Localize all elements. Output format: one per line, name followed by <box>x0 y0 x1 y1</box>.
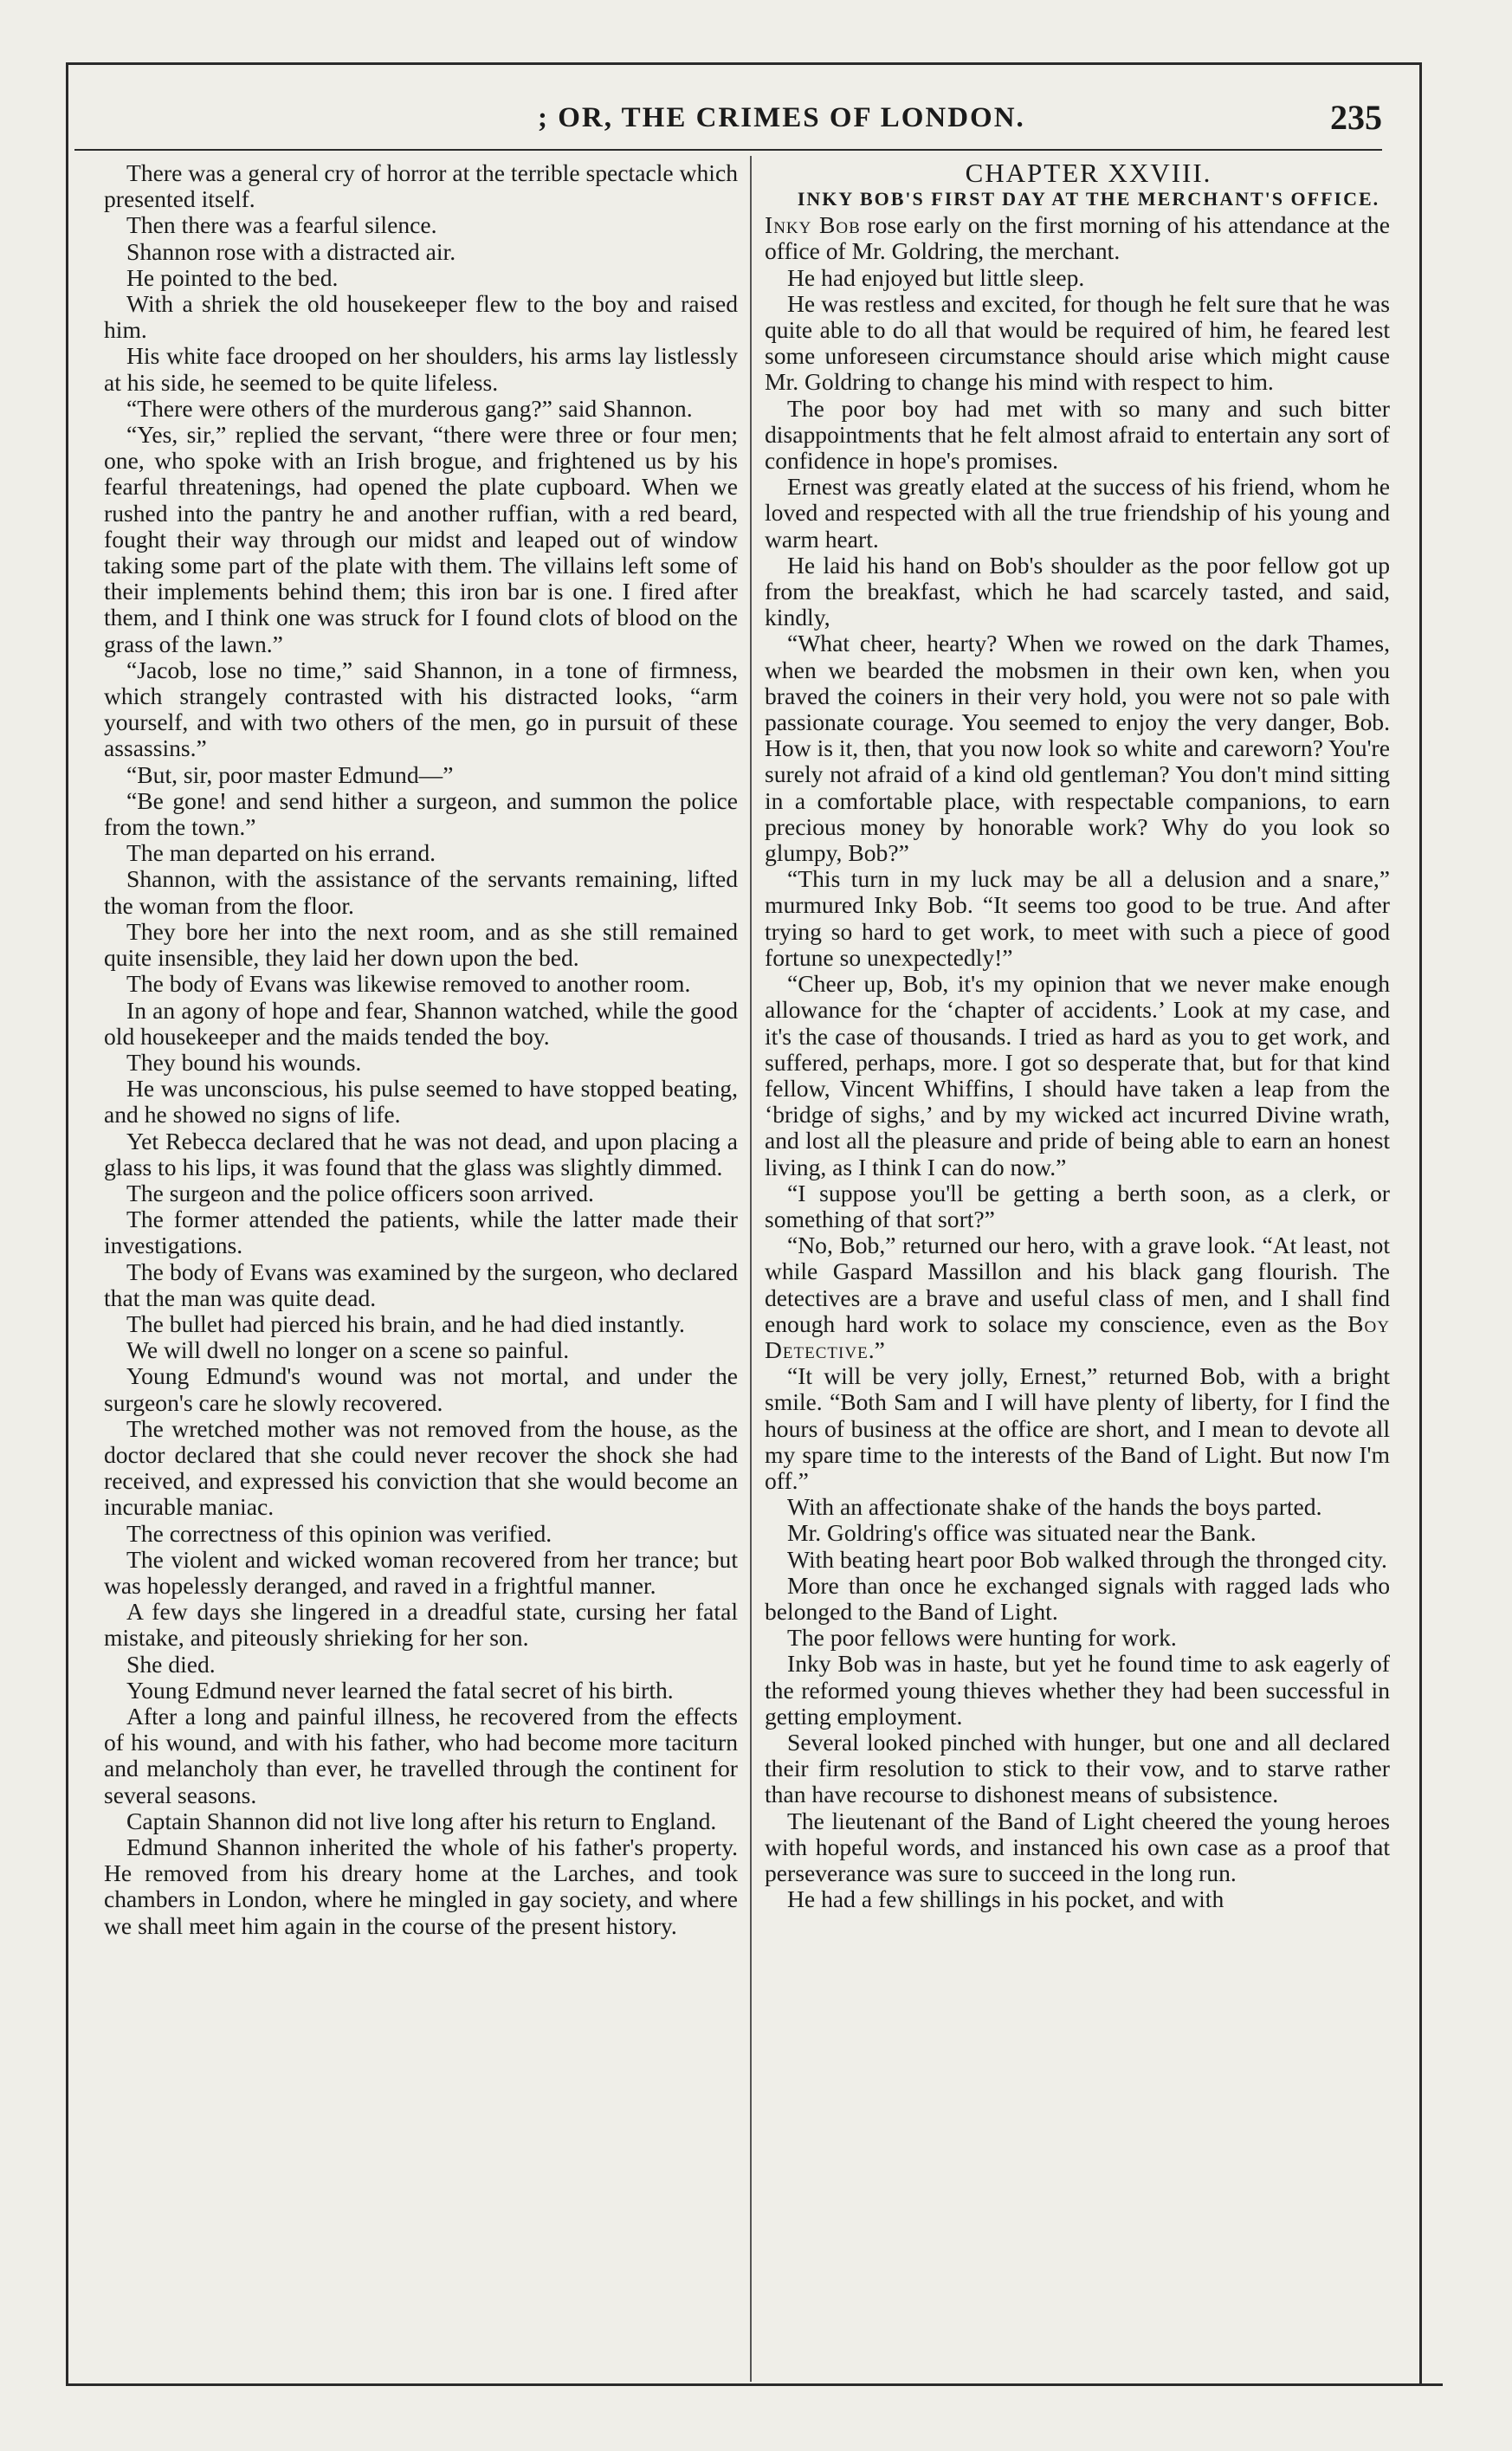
paragraph: His white face drooped on her shoulders, his arms lay listlessly at his side, he seemed to be quite lifeless. <box>104 342 738 396</box>
page-header <box>74 97 1382 151</box>
paragraph: He had enjoyed but little sleep. <box>787 263 1085 291</box>
paragraph: The body of Evans was likewise removed to another room. <box>126 970 691 998</box>
page-number: 235 <box>1330 98 1382 137</box>
paragraph: There was a general cry of horror at the terrible spectacle which presented itself. <box>104 159 738 213</box>
paragraph: We will dwell no longer on a scene so painful. <box>126 1336 570 1364</box>
paragraph: In an agony of hope and fear, Shannon watched, while the good old housekeeper and the maids tended the boy. <box>104 996 738 1050</box>
paragraph: The correctness of this opinion was verified. <box>126 1519 552 1547</box>
paragraph: Mr. Goldring's office was situated near the Bank. <box>787 1519 1257 1547</box>
paragraph: More than once he exchanged signals with ragged lads who belonged to the Band of Light. <box>765 1571 1390 1625</box>
paragraph: With an affectionate shake of the hands the boys parted. <box>787 1493 1322 1521</box>
paragraph-hero-end: .” <box>868 1335 885 1363</box>
opening-text: rose early on the first morning of his attendance at the office of Mr. Goldring, the merchant. <box>765 211 1390 265</box>
paragraph: “Jacob, lose no time,” said Shannon, in a tone of firmness, which strangely contrasted with his distracted looks, “arm yourself, and with two others of the men, go in pursuit of these assassins.” <box>104 656 738 762</box>
paragraph: “It will be very jolly, Ernest,” returned Bob, with a bright smile. “Both Sam and I will have plenty of liberty, for I find the hours of business at the office are short, and I mean to devote all my spare time to the interests of the Band of Light. But now I'm off.” <box>765 1362 1390 1494</box>
chapter-opening-paragraph <box>765 212 1390 264</box>
paragraph: Edmund Shannon inherited the whole of his father's property. He removed from his dreary home at the Larches, and took chambers in London, where he mingled in gay society, and where we shall meet him again in the course of the present history. <box>104 1833 738 1939</box>
boy-detective-title: Boy Detective <box>765 1310 1390 1363</box>
paragraph: The body of Evans was examined by the surgeon, who declared that the man was quite dead. <box>104 1258 738 1311</box>
right-column <box>765 160 1390 1912</box>
paragraph-hero-start: “No, Bob,” returned our hero, with a grave look. “At least, not while Gaspard Massillon and his black gang flourish. The detectives are a brave and useful class of men, and I shall find enough hard work to solace my conscience, even as the <box>765 1232 1390 1337</box>
paragraph: He pointed to the bed. <box>126 263 339 291</box>
paragraph: Shannon rose with a distracted air. <box>126 237 456 265</box>
left-column <box>104 160 738 1939</box>
paragraph: The poor fellows were hunting for work. <box>787 1624 1177 1652</box>
paragraph: He laid his hand on Bob's shoulder as the poor fellow got up from the breakfast, which he had scarcely tasted, and said, kindly, <box>765 551 1390 631</box>
paragraph: “Be gone! and send hither a surgeon, and summon the police from the town.” <box>104 786 738 841</box>
paragraph: They bore her into the next room, and as she still remained quite insensible, they laid her down upon the bed. <box>104 917 738 972</box>
paragraph: “Yes, sir,” replied the servant, “there were three or four men; one, who spoke with an Irish brogue, and frightened us by his fearful threatenings, had opened the plate cupboard. When we rushed into the pantry he and another ruffian, with a red beard, fought their way through our midst and leaped out of window taking some part of the plate with them. The villains left some of their implements behind them; this iron bar is one. I fired after them, and I think one was struck for I found clots of blood on the grass of the lawn.” <box>104 421 738 657</box>
paragraph: The man departed on his errand. <box>126 839 436 867</box>
paragraph: “There were others of the murderous gang?” said Shannon. <box>126 394 693 422</box>
paragraph: Ernest was greatly elated at the success of his friend, whom he loved and respected with all the true friendship of his young and warm heart. <box>765 473 1390 553</box>
paragraph: “Cheer up, Bob, it's my opinion that we never make enough allowance for the ‘chapter of accidents.’ Look at my case, and it's the case of thousands. I tried as hard as you to get work, and suffered, perhaps, more. I got so desperate that, but for that kind fellow, Vincent Whiffins, I should have taken a leap from the ‘bridge of sighs,’ and by my wicked act incurred Divine wrath, and lost all the pleasure and pride of being able to earn an honest living, as I think I can do now.” <box>765 970 1390 1180</box>
paragraph: The former attended the patients, while the latter made their investigations. <box>104 1206 738 1259</box>
paragraph: Then there was a fearful silence. <box>126 211 437 239</box>
right-paragraphs-a <box>765 265 1390 1233</box>
chapter-title: CHAPTER XXVIII. <box>965 158 1212 188</box>
paragraph: The violent and wicked woman recovered from her trance; but was hopelessly deranged, and raved in a frightful manner. <box>104 1545 738 1599</box>
paragraph-hero <box>765 1232 1390 1363</box>
chapter-subtitle: INKY BOB'S FIRST DAY AT THE MERCHANT'S OFFICE. <box>797 188 1380 210</box>
column-divider <box>750 156 752 2382</box>
paragraph: Captain Shannon did not live long after his return to England. <box>126 1807 717 1834</box>
paragraph: “I suppose you'll be getting a berth soon, as a clerk, or something of that sort?” <box>765 1179 1390 1232</box>
paragraph: “This turn in my luck may be all a delusion and a snare,” murmured Inky Bob. “It seems too good to be true. And after trying so hard to get work, to meet with such a piece of good fortune so unexpectedly!” <box>765 865 1390 971</box>
paragraph: “But, sir, poor master Edmund—” <box>126 760 454 788</box>
paragraph: Shannon, with the assistance of the servants remaining, lifted the woman from the floor. <box>104 865 738 919</box>
paragraph: With a shriek the old housekeeper flew to the boy and raised him. <box>104 290 738 344</box>
paragraph: Yet Rebecca declared that he was not dead, and upon placing a glass to his lips, it was found that the glass was slightly dimmed. <box>104 1127 738 1180</box>
paragraph: The surgeon and the police officers soon arrived. <box>126 1179 594 1206</box>
paragraph: He was restless and excited, for though he felt sure that he was quite able to do all that would be required of him, he feared lest some unforeseen circumstance should arise which might cause Mr. Goldring to change his mind with respect to him. <box>765 289 1390 396</box>
paragraph: The wretched mother was not removed from the house, as the doctor declared that she could never recover the shock she had received, and expressed his conviction that she would become an incurable maniac. <box>104 1414 738 1521</box>
paragraph: Young Edmund never learned the fatal secret of his birth. <box>126 1676 674 1704</box>
paragraph: The lieutenant of the Band of Light cheered the young heroes with hopeful words, and instanced his own case as a proof that perseverance was sure to succeed in the long run. <box>765 1807 1390 1886</box>
running-head: ; OR, THE CRIMES OF LONDON. <box>538 102 1025 133</box>
paragraph: Inky Bob was in haste, but yet he found time to ask eagerly of the reformed young thieves whether they had been successful in getting employment. <box>765 1650 1390 1730</box>
paragraph: After a long and painful illness, he recovered from the effects of his wound, and with his father, who had become more taciturn and melancholy than ever, he travelled through the continent for several seasons. <box>104 1702 738 1808</box>
paragraph: Young Edmund's wound was not mortal, and under the surgeon's care he slowly recovered. <box>104 1362 738 1416</box>
right-paragraphs-b <box>765 1363 1390 1912</box>
paragraph: She died. <box>126 1650 216 1678</box>
paragraph: Several looked pinched with hunger, but one and all declared their firm resolution to stick to their vow, and to starve rather than have recourse to dishonest means of subsistence. <box>765 1728 1390 1808</box>
page-frame-bottom-rule <box>66 2383 1443 2386</box>
paragraph: They bound his wounds. <box>126 1048 362 1076</box>
paragraph: A few days she lingered in a dreadful state, cursing her fatal mistake, and piteously shrieking for her son. <box>104 1598 738 1652</box>
paragraph: The bullet had pierced his brain, and he had died instantly. <box>126 1310 685 1337</box>
paragraph: The poor boy had met with so many and such bitter disappointments that he felt almost afraid to entertain any sort of confidence in hope's promises. <box>765 394 1390 475</box>
paragraph: He had a few shillings in his pocket, and with <box>787 1885 1224 1913</box>
paragraph: He was unconscious, his pulse seemed to have stopped beating, and he showed no signs of life. <box>104 1075 738 1128</box>
paragraph: With beating heart poor Bob walked through the thronged city. <box>787 1545 1387 1573</box>
opening-name: Inky Bob <box>765 211 861 239</box>
paragraph: “What cheer, hearty? When we rowed on the dark Thames, when we bearded the mobsmen in their own ken, when you braved the coiners in their very hold, you were not so pale with passionate courage. You seemed to enjoy the very danger, Bob. How is it, then, that you now look so white and careworn? You're surely not afraid of a kind old gentleman? You don't mind sitting in a comfortable place, with respectable companions, to earn precious money by honorable work? Why do you look so glumpy, Bob?” <box>765 630 1390 867</box>
